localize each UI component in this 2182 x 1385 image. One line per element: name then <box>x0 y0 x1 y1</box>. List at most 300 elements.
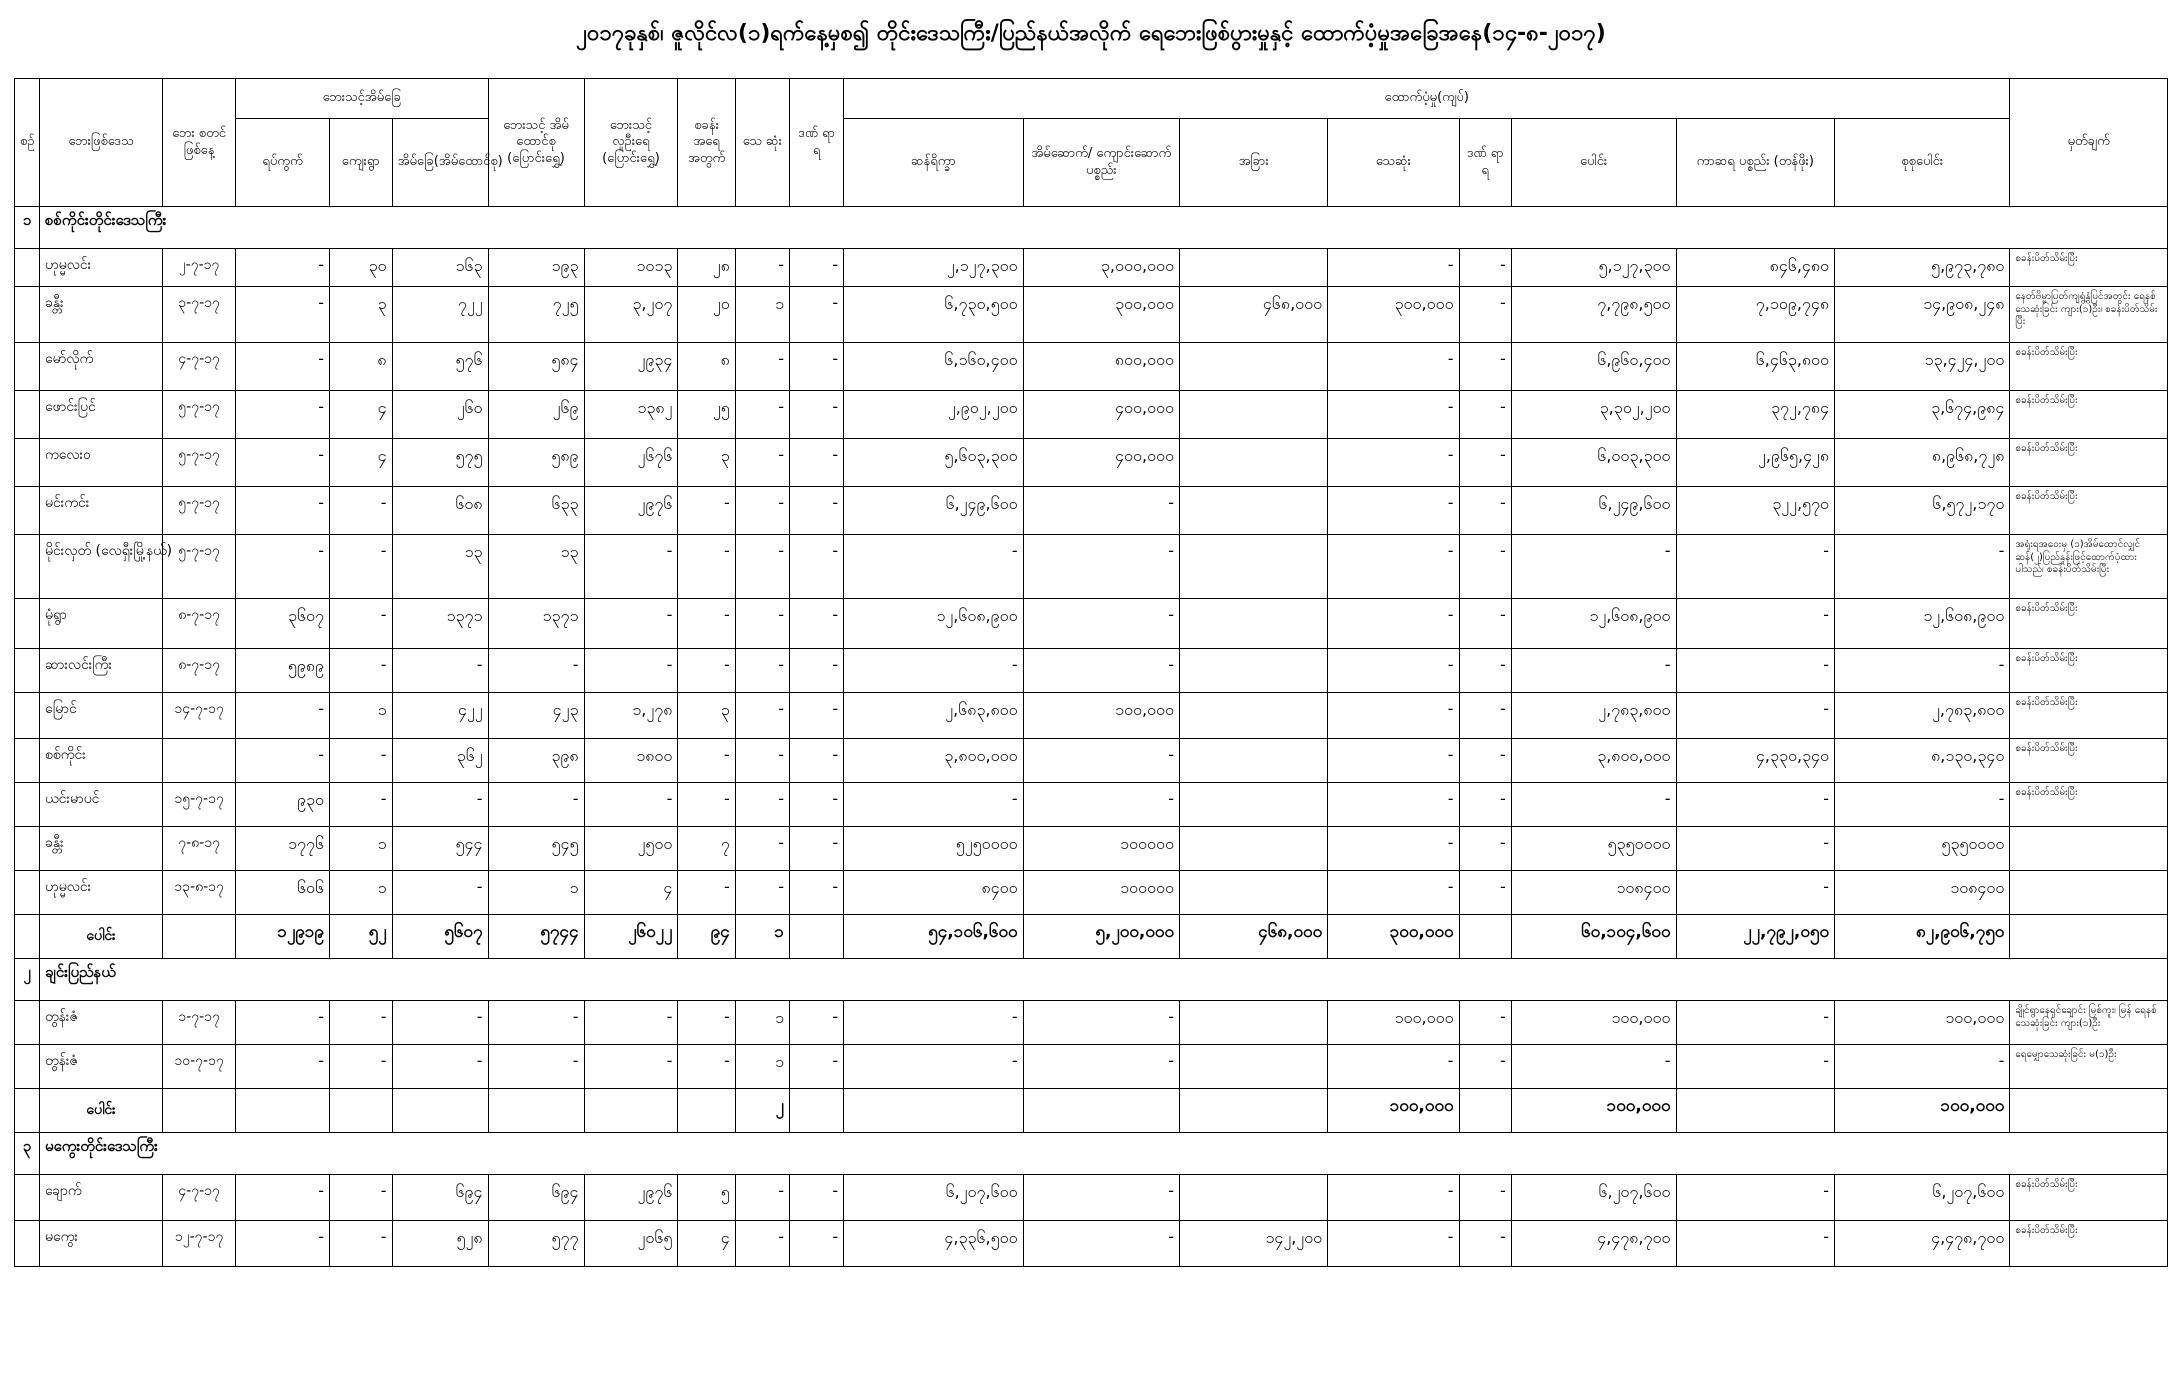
total-cell: - <box>1511 783 1676 827</box>
in-kind-cell: ၂,၉၆၅,၄၂၈ <box>1676 439 1835 487</box>
total-cell: ၆,၂၀၇,၆၀၀ <box>1511 1175 1676 1221</box>
rice-cell: - <box>844 1001 1023 1045</box>
hh-count-cell: ၆၃၃ <box>488 487 584 535</box>
total-deceased-support-cell: ၁၀၀,၀၀၀ <box>1328 1089 1459 1133</box>
ward-cell: ၅၉၈၉ <box>236 649 330 693</box>
header-hh-count: ဘေးသင့် အိမ် ထောင်စု (ပြောင်းရွှေ့) <box>488 79 584 207</box>
injured-cell: - <box>789 249 843 287</box>
table-row <box>15 343 2168 391</box>
other-cell <box>1180 871 1328 915</box>
deaths-cell: - <box>735 649 789 693</box>
injured-support-cell: - <box>1459 391 1511 439</box>
in-kind-cell: ၄,၃၃၀,၃၄၀ <box>1676 739 1835 783</box>
deaths-cell: - <box>735 391 789 439</box>
date-cell: ၁၄-၇-၁၇ <box>163 693 236 739</box>
ward-cell: ၆၀၆ <box>236 871 330 915</box>
total-injured-support-cell <box>1459 1089 1511 1133</box>
persons-cell: - <box>584 535 678 599</box>
other-cell <box>1180 599 1328 649</box>
hh-count-cell: ၁၉၃ <box>488 249 584 287</box>
total-in-kind-cell: ၂၂,၇၉၂,၀၅၀ <box>1676 915 1835 959</box>
camps-cell: ၅ <box>678 1175 735 1221</box>
grand-total-cell: ၆,၂၀၇,၆၀၀ <box>1835 1175 2010 1221</box>
deceased-support-cell: - <box>1328 649 1459 693</box>
total-remark-cell <box>2010 915 2168 959</box>
hh-count-cell: ၇၂၅ <box>488 287 584 343</box>
header-rice: ဆန်ရိက္ခာ <box>844 119 1023 207</box>
table-row <box>15 599 2168 649</box>
remark-cell: စခန်းပိတ်သိမ်းပြီး <box>2010 343 2168 391</box>
area-cell: ချောက် <box>40 1175 163 1221</box>
grand-total-cell: ၃,၆၇၄,၉၈၄ <box>1835 391 2010 439</box>
total-cell: - <box>1511 649 1676 693</box>
deaths-cell: - <box>735 783 789 827</box>
deceased-support-cell: - <box>1328 1175 1459 1221</box>
total-no-cell <box>15 1089 40 1133</box>
deceased-support-cell: ၁၀၀,၀၀၀ <box>1328 1001 1459 1045</box>
camps-cell: - <box>678 649 735 693</box>
total-hh-count-cell: ၅၇၄၄ <box>488 915 584 959</box>
persons-cell: ၂၅၀၀ <box>584 827 678 871</box>
total-grand-total-cell: ၈၂,၉၀၆,၇၅၀ <box>1835 915 2010 959</box>
ward-cell: - <box>236 439 330 487</box>
total-injured-support-cell <box>1459 915 1511 959</box>
row-number-cell <box>15 1045 40 1089</box>
persons-cell: ၂၉၇၆ <box>584 487 678 535</box>
village-cell: - <box>329 1221 392 1267</box>
total-ward-cell <box>236 1089 330 1133</box>
village-cell: - <box>329 1001 392 1045</box>
other-cell <box>1180 343 1328 391</box>
village-cell: ၁ <box>329 827 392 871</box>
area-cell: မင်းကင်း <box>40 487 163 535</box>
in-kind-cell: - <box>1676 1175 1835 1221</box>
header-start-date: ဘေး စတင် ဖြစ်နေ့ <box>163 79 236 207</box>
header-camps: စခန်း အရေ အတွက် <box>678 79 735 207</box>
header-no: စဉ် <box>15 79 40 207</box>
households-cell: ၇၂၂ <box>392 287 488 343</box>
row-number-cell <box>15 1001 40 1045</box>
ward-cell: ၃၆၀၇ <box>236 599 330 649</box>
total-households-cell <box>392 1089 488 1133</box>
house-repair-cell: ၄၀၀,၀၀၀ <box>1023 391 1179 439</box>
other-cell <box>1180 783 1328 827</box>
date-cell: ၈-၇-၁၇ <box>163 599 236 649</box>
rice-cell: ၆,၂၀၇,၆၀၀ <box>844 1175 1023 1221</box>
other-cell <box>1180 649 1328 693</box>
in-kind-cell: - <box>1676 693 1835 739</box>
injured-support-cell: - <box>1459 871 1511 915</box>
table-row <box>15 649 2168 693</box>
date-cell: ၅-၇-၁၇ <box>163 439 236 487</box>
date-cell <box>163 739 236 783</box>
deaths-cell: - <box>735 1221 789 1267</box>
injured-support-cell: - <box>1459 1001 1511 1045</box>
header-deceased: သေဆုံး <box>1328 119 1459 207</box>
row-number-cell <box>15 287 40 343</box>
hh-count-cell: - <box>488 783 584 827</box>
table-row <box>15 249 2168 287</box>
grand-total-cell: ၈,၉၆၈,၇၂၈ <box>1835 439 2010 487</box>
persons-cell: - <box>584 783 678 827</box>
total-cell: ၅,၁၂၇,၃၀၀ <box>1511 249 1676 287</box>
other-cell <box>1180 535 1328 599</box>
persons-cell: ၁၃၈၂ <box>584 391 678 439</box>
injured-support-cell: - <box>1459 783 1511 827</box>
hh-count-cell: ၅၇၇ <box>488 1221 584 1267</box>
injured-support-cell: - <box>1459 649 1511 693</box>
deaths-cell: ၁ <box>735 287 789 343</box>
ward-cell: - <box>236 1001 330 1045</box>
village-cell: ၁ <box>329 871 392 915</box>
row-number-cell <box>15 439 40 487</box>
house-repair-cell: ၈၀၀,၀၀၀ <box>1023 343 1179 391</box>
area-cell: စစ်ကိုင်း <box>40 739 163 783</box>
injured-support-cell: - <box>1459 827 1511 871</box>
households-cell: - <box>392 783 488 827</box>
section-header-row <box>15 1133 2168 1175</box>
camps-cell: - <box>678 739 735 783</box>
deceased-support-cell: - <box>1328 1045 1459 1089</box>
total-other-cell <box>1180 1089 1328 1133</box>
ward-cell: - <box>236 739 330 783</box>
date-cell: ၅-၇-၁၇ <box>163 535 236 599</box>
in-kind-cell: ၇,၁၀၉,၇၄၈ <box>1676 287 1835 343</box>
rice-cell: ၃,၈၀၀,၀၀၀ <box>844 739 1023 783</box>
table-row <box>15 535 2168 599</box>
area-cell: မြောင် <box>40 693 163 739</box>
table-row <box>15 1045 2168 1089</box>
total-cell: ၂,၇၈၃,၈၀၀ <box>1511 693 1676 739</box>
area-cell: မုံရွာ <box>40 599 163 649</box>
table-body <box>15 207 2168 1267</box>
persons-cell: - <box>584 1045 678 1089</box>
village-cell: - <box>329 739 392 783</box>
total-total-cell: ၁၀၀,၀၀၀ <box>1511 1089 1676 1133</box>
remark-cell <box>2010 871 2168 915</box>
injured-cell: - <box>789 693 843 739</box>
table-row <box>15 1175 2168 1221</box>
ward-cell: - <box>236 343 330 391</box>
injured-support-cell: - <box>1459 1221 1511 1267</box>
total-cell: ၄,၄၇၈,၇၀၀ <box>1511 1221 1676 1267</box>
remark-cell: ချိုင်ရွာနေရှင်ချောင်း မြစ်ကူး၊ မြန် ရေနစ်သေဆုံးခြင်း ကျား(၁)ဦး <box>2010 1001 2168 1045</box>
area-cell: ဖောင်းပြင် <box>40 391 163 439</box>
deaths-cell: - <box>735 535 789 599</box>
house-repair-cell: - <box>1023 1001 1179 1045</box>
grand-total-cell: ၅,၉၇၃,၇၈၀ <box>1835 249 2010 287</box>
house-repair-cell: ၁၀၀၀၀၀ <box>1023 871 1179 915</box>
remark-cell: စခန်းပိတ်သိမ်းပြီး <box>2010 391 2168 439</box>
rice-cell: ၁၂,၆၀၈,၉၀၀ <box>844 599 1023 649</box>
grand-total-cell: ၄,၄၇၈,၇၀၀ <box>1835 1221 2010 1267</box>
village-cell: - <box>329 535 392 599</box>
row-number-cell <box>15 1221 40 1267</box>
village-cell: ၃၀ <box>329 249 392 287</box>
households-cell: ၅၂၈ <box>392 1221 488 1267</box>
in-kind-cell: - <box>1676 599 1835 649</box>
header-village: ကျေးရွာ <box>329 119 392 207</box>
total-injured-cell <box>789 1089 843 1133</box>
persons-cell: ၁,၂၇၈ <box>584 693 678 739</box>
house-repair-cell: ၄၀၀,၀၀၀ <box>1023 439 1179 487</box>
in-kind-cell: - <box>1676 871 1835 915</box>
hh-count-cell: - <box>488 649 584 693</box>
area-cell: ယင်းမာပင် <box>40 783 163 827</box>
deceased-support-cell: - <box>1328 391 1459 439</box>
row-number-cell <box>15 1175 40 1221</box>
persons-cell: ၄ <box>584 871 678 915</box>
row-number-cell <box>15 649 40 693</box>
remark-cell: စခန်းပိတ်သိမ်းပြီး <box>2010 1221 2168 1267</box>
house-repair-cell: - <box>1023 1221 1179 1267</box>
section-title: စစ်ကိုင်းတိုင်းဒေသကြီး <box>40 207 2168 249</box>
injured-support-cell: - <box>1459 343 1511 391</box>
households-cell: ၅၇၆ <box>392 343 488 391</box>
row-number-cell <box>15 871 40 915</box>
households-cell: ၅၄၄ <box>392 827 488 871</box>
area-cell: ကလေးဝ <box>40 439 163 487</box>
remark-cell: စခန်းပိတ်သိမ်းပြီး <box>2010 783 2168 827</box>
households-cell: ၂၆၀ <box>392 391 488 439</box>
total-in-kind-cell <box>1676 1089 1835 1133</box>
header-other: အခြား <box>1180 119 1328 207</box>
injured-cell: - <box>789 535 843 599</box>
hh-count-cell: ၃၉၈ <box>488 739 584 783</box>
house-repair-cell: - <box>1023 783 1179 827</box>
date-cell: ၄-၇-၁၇ <box>163 343 236 391</box>
row-number-cell <box>15 827 40 871</box>
deceased-support-cell: - <box>1328 487 1459 535</box>
deaths-cell: - <box>735 439 789 487</box>
table-row <box>15 287 2168 343</box>
section-title: မကွေးတိုင်းဒေသကြီး <box>40 1133 2168 1175</box>
in-kind-cell: ၈၄၆,၄၈၀ <box>1676 249 1835 287</box>
section-title: ချင်းပြည်နယ် <box>40 959 2168 1001</box>
remark-cell: စခန်းပိတ်သိမ်းပြီး <box>2010 439 2168 487</box>
total-village-cell <box>329 1089 392 1133</box>
camps-cell: ၂၅ <box>678 391 735 439</box>
injured-support-cell: - <box>1459 739 1511 783</box>
rice-cell: ၈၄၀၀ <box>844 871 1023 915</box>
households-cell: - <box>392 649 488 693</box>
total-remark-cell <box>2010 1089 2168 1133</box>
ward-cell: - <box>236 1221 330 1267</box>
row-number-cell <box>15 343 40 391</box>
section-header-row <box>15 207 2168 249</box>
remark-cell: စခန်းပိတ်သိမ်းပြီး <box>2010 693 2168 739</box>
remark-cell: အရုံးရအဝေးမှ (၁)အိမ်ထောင်လျှင် ဆန်(၂)ပြည်နှုန်းဖြင့်ထောက်ပံ့ထားပါသည်၊ စခန်းပိတ်သိမ်းပြီး <box>2010 535 2168 599</box>
rice-cell: ၅၂၅၀၀၀၀ <box>844 827 1023 871</box>
deaths-cell: - <box>735 827 789 871</box>
total-cell: ၃,၃၀၂,၂၀၀ <box>1511 391 1676 439</box>
header-house-repair: အိမ်ဆောက်/ ကျောင်းဆောက် ပစ္စည်း <box>1023 119 1179 207</box>
date-cell: ၁၂-၇-၁၇ <box>163 1221 236 1267</box>
table-row <box>15 871 2168 915</box>
total-persons-cell <box>584 1089 678 1133</box>
rice-cell: - <box>844 783 1023 827</box>
persons-cell: - <box>584 1001 678 1045</box>
persons-cell: - <box>584 599 678 649</box>
remark-cell: ရေမျှောသေဆုံးခြင်း မ(၁)ဦး <box>2010 1045 2168 1089</box>
in-kind-cell: - <box>1676 827 1835 871</box>
total-date-cell <box>163 1089 236 1133</box>
injured-cell: - <box>789 827 843 871</box>
deceased-support-cell: - <box>1328 871 1459 915</box>
grand-total-cell: ၅၃၅၀၀၀၀ <box>1835 827 2010 871</box>
remark-cell <box>2010 827 2168 871</box>
house-repair-cell: - <box>1023 535 1179 599</box>
in-kind-cell: ၆,၄၆၃,၈၀၀ <box>1676 343 1835 391</box>
rice-cell: - <box>844 1045 1023 1089</box>
in-kind-cell: ၃၇၂,၇၈၄ <box>1676 391 1835 439</box>
total-ward-cell: ၁၂၉၁၉ <box>236 915 330 959</box>
deceased-support-cell: - <box>1328 599 1459 649</box>
rice-cell: ၂,၁၂၇,၃၀၀ <box>844 249 1023 287</box>
date-cell: ၂-၇-၁၇ <box>163 249 236 287</box>
injured-support-cell: - <box>1459 693 1511 739</box>
header-grand-total: စုစုပေါင်း <box>1835 119 2010 207</box>
other-cell <box>1180 693 1328 739</box>
deceased-support-cell: - <box>1328 343 1459 391</box>
row-number-cell <box>15 535 40 599</box>
persons-cell: ၂၉၇၆ <box>584 1175 678 1221</box>
header-area: ဘေးဖြစ်ဒေသ <box>40 79 163 207</box>
total-no-cell <box>15 915 40 959</box>
ward-cell: - <box>236 1175 330 1221</box>
injured-cell: - <box>789 1045 843 1089</box>
camps-cell: - <box>678 1001 735 1045</box>
grand-total-cell: ၂,၇၈၃,၈၀၀ <box>1835 693 2010 739</box>
date-cell: ၁၀-၇-၁၇ <box>163 1045 236 1089</box>
ward-cell: ၉၃၀ <box>236 783 330 827</box>
total-other-cell: ၄၆၈,၀၀၀ <box>1180 915 1328 959</box>
total-camps-cell <box>678 1089 735 1133</box>
grand-total-cell: ၁၄,၉၀၈,၂၄၈ <box>1835 287 2010 343</box>
persons-cell: ၂၉၃၄ <box>584 343 678 391</box>
hh-count-cell: - <box>488 1045 584 1089</box>
total-households-cell: ၅၆၀၇ <box>392 915 488 959</box>
injured-support-cell: - <box>1459 439 1511 487</box>
header-households: အိမ်ခြေ(အိမ်ထောင်စု) <box>392 119 488 207</box>
header-total: ပေါင်း <box>1511 119 1676 207</box>
total-label: ပေါင်း <box>40 1089 163 1133</box>
row-number-cell <box>15 739 40 783</box>
row-number-cell <box>15 249 40 287</box>
house-repair-cell: - <box>1023 739 1179 783</box>
rice-cell: ၆,၇၃၀,၅၀၀ <box>844 287 1023 343</box>
table-row <box>15 827 2168 871</box>
house-repair-cell: ၃၀၀,၀၀၀ <box>1023 287 1179 343</box>
injured-support-cell: - <box>1459 1045 1511 1089</box>
total-cell: ၇,၇၉၈,၅၀၀ <box>1511 287 1676 343</box>
hh-count-cell: ၄၂၃ <box>488 693 584 739</box>
total-grand-total-cell: ၁၀၀,၀၀၀ <box>1835 1089 2010 1133</box>
camps-cell: ၄ <box>678 1221 735 1267</box>
remark-cell: စခန်းပိတ်သိမ်းပြီး <box>2010 739 2168 783</box>
grand-total-cell: ၈,၁၃၀,၃၄၀ <box>1835 739 2010 783</box>
village-cell: - <box>329 1045 392 1089</box>
total-cell: - <box>1511 1045 1676 1089</box>
deaths-cell: - <box>735 871 789 915</box>
hh-count-cell: ၁၃ <box>488 535 584 599</box>
injured-cell: - <box>789 599 843 649</box>
other-cell: ၄၆၈,၀၀၀ <box>1180 287 1328 343</box>
village-cell: - <box>329 649 392 693</box>
section-header-row <box>15 959 2168 1001</box>
injured-cell: - <box>789 487 843 535</box>
hh-count-cell: ၁ <box>488 871 584 915</box>
other-cell <box>1180 739 1328 783</box>
row-number-cell <box>15 783 40 827</box>
area-cell: မော်လိုက် <box>40 343 163 391</box>
village-cell: ၁ <box>329 693 392 739</box>
hh-count-cell: ၆၉၄ <box>488 1175 584 1221</box>
table-row <box>15 1221 2168 1267</box>
in-kind-cell: - <box>1676 783 1835 827</box>
house-repair-cell: - <box>1023 649 1179 693</box>
ward-cell: - <box>236 391 330 439</box>
house-repair-cell: - <box>1023 1175 1179 1221</box>
deaths-cell: - <box>735 1175 789 1221</box>
rice-cell: ၆,၁၆၀,၄၀၀ <box>844 343 1023 391</box>
house-repair-cell: ၃,၀၀၀,၀၀၀ <box>1023 249 1179 287</box>
total-deceased-support-cell: ၃၀၀,၀၀၀ <box>1328 915 1459 959</box>
date-cell: ၄-၇-၁၇ <box>163 1175 236 1221</box>
hh-count-cell: ၅၄၅ <box>488 827 584 871</box>
camps-cell: - <box>678 783 735 827</box>
households-cell: - <box>392 871 488 915</box>
deceased-support-cell: - <box>1328 783 1459 827</box>
rice-cell: ၂,၆၈၃,၈၀၀ <box>844 693 1023 739</box>
area-cell: ဟုမ္မလင်း <box>40 249 163 287</box>
area-cell: မကွေး <box>40 1221 163 1267</box>
row-number-cell <box>15 693 40 739</box>
camps-cell: ၈ <box>678 343 735 391</box>
camps-cell: - <box>678 599 735 649</box>
injured-support-cell: - <box>1459 487 1511 535</box>
total-rice-cell <box>844 1089 1023 1133</box>
hh-count-cell: ၁၃၇၁ <box>488 599 584 649</box>
other-cell <box>1180 1175 1328 1221</box>
area-cell: ဆားလင်းကြီး <box>40 649 163 693</box>
grand-total-cell: - <box>1835 783 2010 827</box>
table-row <box>15 1001 2168 1045</box>
injured-cell: - <box>789 871 843 915</box>
total-cell: ၆,၉၆၀,၄၀၀ <box>1511 343 1676 391</box>
grand-total-cell: ၁၀၀,၀၀၀ <box>1835 1001 2010 1045</box>
total-persons-cell: ၂၆၀၂၂ <box>584 915 678 959</box>
other-cell: ၁၄၂,၂၀၀ <box>1180 1221 1328 1267</box>
total-deaths-cell: ၁ <box>735 915 789 959</box>
households-cell: ၁၃၇၁ <box>392 599 488 649</box>
section-number: ၃ <box>15 1133 40 1175</box>
injured-cell: - <box>789 1221 843 1267</box>
persons-cell: ၂၀၆၅ <box>584 1221 678 1267</box>
rice-cell: ၂,၉၀၂,၂၀၀ <box>844 391 1023 439</box>
other-cell <box>1180 487 1328 535</box>
persons-cell: - <box>584 649 678 693</box>
persons-cell: ၃,၂၀၇ <box>584 287 678 343</box>
village-cell: ၄ <box>329 391 392 439</box>
date-cell: ၅-၇-၁၇ <box>163 487 236 535</box>
households-cell: ၅၇၅ <box>392 439 488 487</box>
camps-cell: ၇ <box>678 827 735 871</box>
section-total-row <box>15 915 2168 959</box>
total-label: ပေါင်း <box>40 915 163 959</box>
header-ward: ရပ်ကွက် <box>236 119 330 207</box>
injured-support-cell: - <box>1459 287 1511 343</box>
